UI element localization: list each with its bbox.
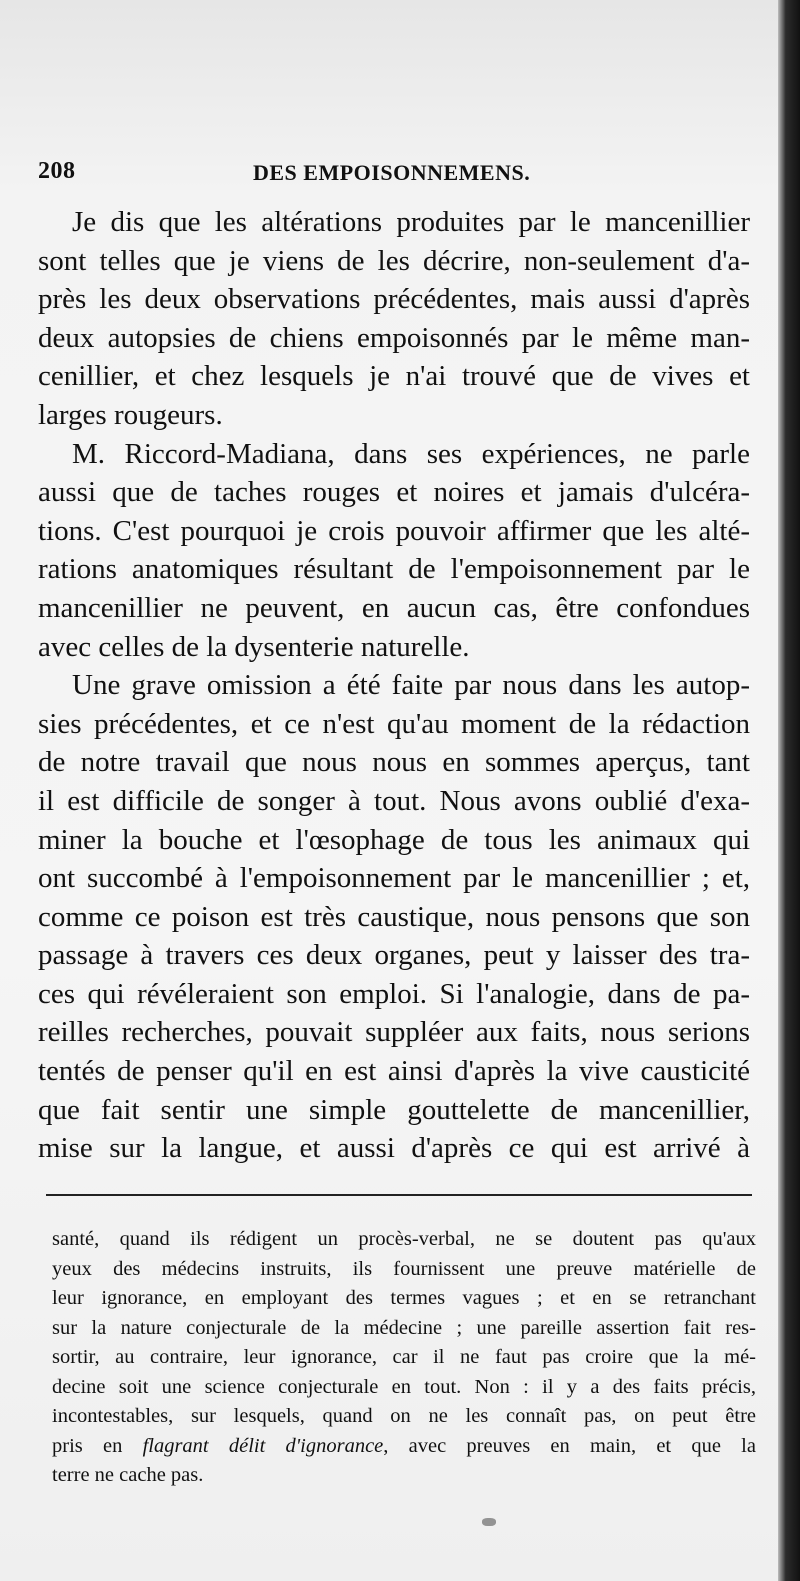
- footnote-line: yeux des médecins instruits, ils fournissent une preuve matérielle de: [52, 1257, 756, 1280]
- footnote-line: terre ne cache pas.: [52, 1464, 204, 1486]
- text-line: sont telles que je viens de les décrire, non-seulement d'a-: [38, 244, 750, 277]
- text-line: rations anatomiques résultant de l'empoisonnement par le: [38, 553, 750, 586]
- running-head: DES EMPOISONNEMENS.: [253, 160, 531, 185]
- main-text: [38, 203, 750, 1168]
- text-line: reilles recherches, pouvait suppléer aux faits, nous serions: [38, 1016, 750, 1049]
- text-line: Une grave omission a été faite par nous dans les autop-: [72, 669, 750, 702]
- footnote-line: santé, quand ils rédigent un procès-verbal, ne se doutent pas qu'aux: [52, 1228, 756, 1250]
- text-line: Je dis que les altérations produites par le mancenillier: [72, 206, 750, 238]
- text-line: près les deux observations précédentes, mais aussi d'après: [38, 283, 750, 316]
- text-line: M. Riccord-Madiana, dans ses expériences, ne parle: [72, 437, 750, 470]
- text-line: miner la bouche et l'œsophage de tous les animaux qui: [38, 823, 750, 856]
- footnote-line: decine soit une science conjecturale en tout. Non : il y a des faits précis,: [52, 1375, 756, 1398]
- footnote-italic: flagrant délit d'ignorance: [142, 1434, 384, 1457]
- text-line: ces qui révéleraient son emploi. Si l'analogie, dans de pa-: [38, 977, 750, 1010]
- footnote: [52, 1225, 756, 1491]
- text-line: aussi que de taches rouges et noires et jamais d'ulcéra-: [38, 476, 750, 509]
- text-line: sies précédentes, et ce n'est qu'au moment de la rédaction: [38, 707, 750, 740]
- page-header: [38, 158, 750, 198]
- footnote-line: sortir, au contraire, leur ignorance, car il ne faut pas croire que la mé-: [52, 1346, 756, 1368]
- footnote-line: leur ignorance, en employant des termes vagues ; et en se retranchant: [52, 1287, 756, 1309]
- text-line: il est difficile de songer à tout. Nous avons oublié d'exa-: [38, 784, 750, 817]
- text-line: comme ce poison est très caustique, nous pensons que son: [38, 900, 750, 933]
- text-line: tentés de penser qu'il en est ainsi d'après la vive causticité: [38, 1055, 750, 1088]
- footnote-line-mixed: [52, 1432, 756, 1462]
- ink-smudge: [482, 1518, 496, 1526]
- text-line: que fait sentir une simple gouttelette de mancenillier,: [38, 1093, 750, 1126]
- text-line: mise sur la langue, et aussi d'après ce qui est arrivé à: [38, 1132, 750, 1165]
- text-line: tions. C'est pourquoi je crois pouvoir affirmer que les alté-: [38, 514, 750, 547]
- page-number: 208: [38, 158, 76, 184]
- footnote-text: pris en: [52, 1434, 143, 1457]
- footnote-separator: [46, 1194, 752, 1196]
- text-line: ont succombé à l'empoisonnement par le mancenillier ; et,: [38, 862, 750, 895]
- footnote-line: incontestables, sur lesquels, quand on ne les connaît pas, on peut être: [52, 1405, 756, 1427]
- footnote-text: , avec preuves en main, et que la: [383, 1434, 756, 1457]
- text-line: larges rougeurs.: [38, 398, 223, 431]
- footnote-line: sur la nature conjecturale de la médecine ; une pareille assertion fait res-: [52, 1316, 756, 1339]
- text-line: cenillier, et chez lesquels je n'ai trouvé que de vives et: [38, 360, 750, 393]
- text-line: avec celles de la dysenterie naturelle.: [38, 630, 470, 663]
- text-line: de notre travail que nous nous en sommes aperçus, tant: [38, 746, 750, 779]
- page-edge-shadow: [778, 0, 800, 1581]
- text-line: deux autopsies de chiens empoisonnés par le même man-: [38, 321, 750, 354]
- text-line: passage à travers ces deux organes, peut y laisser des tra-: [38, 939, 750, 972]
- text-line: mancenillier ne peuvent, en aucun cas, être confondues: [38, 591, 750, 624]
